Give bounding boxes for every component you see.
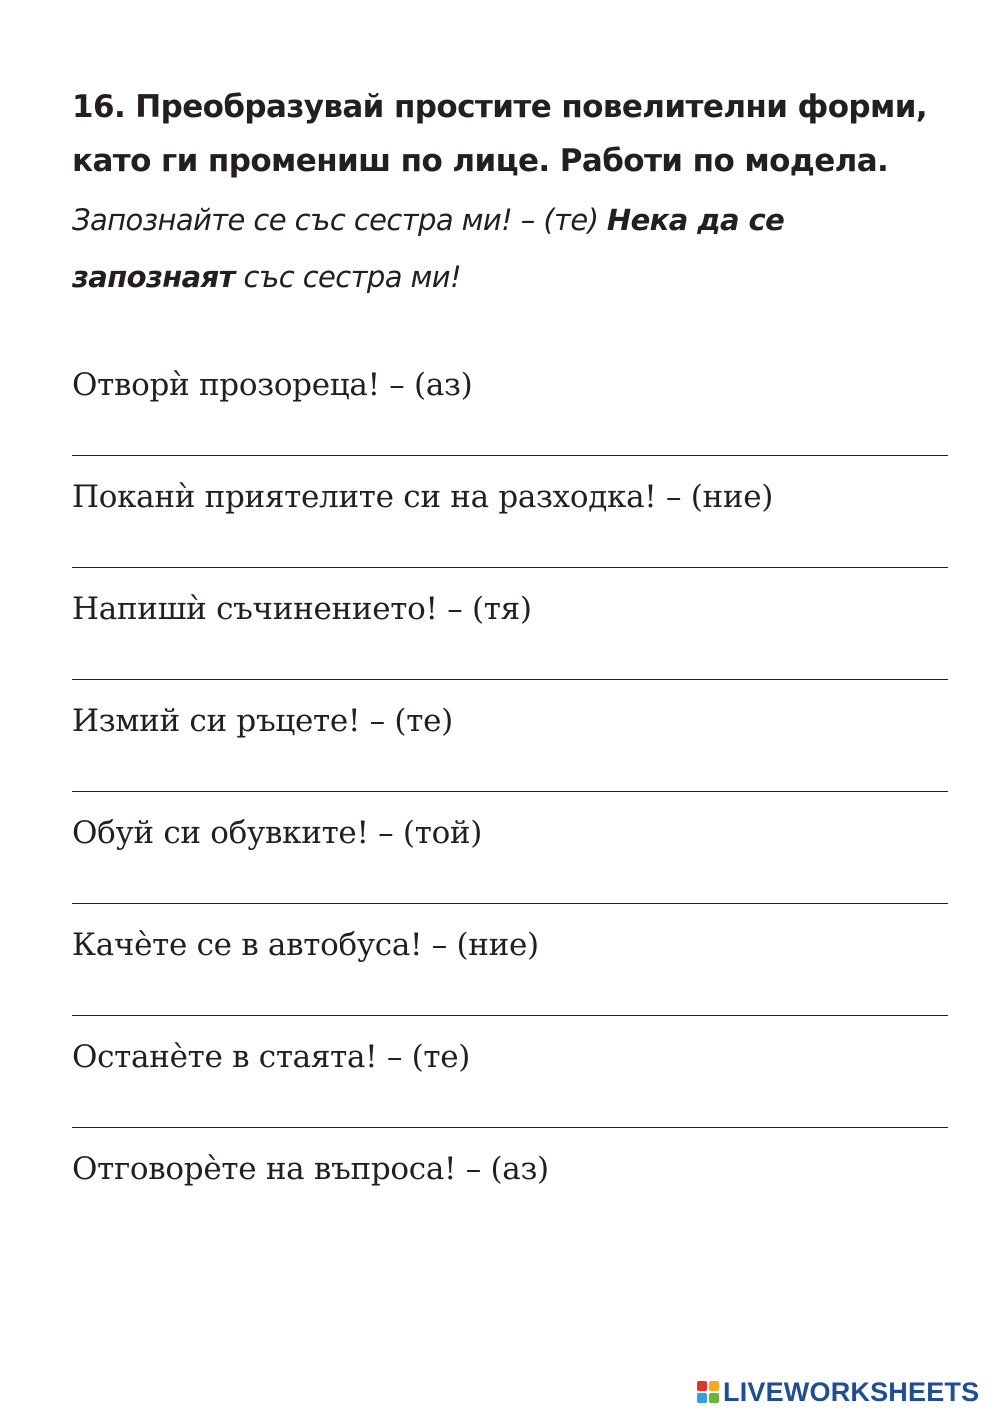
exercise-prompt-4: Измий си ръцете! – (те) xyxy=(72,703,453,739)
logo-square-4 xyxy=(709,1393,719,1403)
task-title-line-1: 16. Преобразувай простите повелителни форми, xyxy=(72,89,928,125)
exercise-prompt-8: Отговорѐте на въпроса! – (аз) xyxy=(72,1151,549,1187)
brand-name: LIVEWORKSHEETS xyxy=(723,1377,980,1407)
logo-square-1 xyxy=(697,1381,707,1391)
answer-line-1[interactable] xyxy=(72,455,948,456)
logo-square-3 xyxy=(697,1393,707,1403)
exercise-prompt-1: Отворѝ прозореца! – (аз) xyxy=(72,367,473,403)
task-title-line-2: като ги промениш по лице. Работи по модела. xyxy=(72,143,889,179)
answer-line-6[interactable] xyxy=(72,1015,948,1016)
exercise-prompt-3: Напишѝ съчинението! – (тя) xyxy=(72,591,532,627)
model-example xyxy=(72,192,952,306)
logo-square-2 xyxy=(709,1381,719,1391)
answer-line-7[interactable] xyxy=(72,1127,948,1128)
answer-line-2[interactable] xyxy=(72,567,948,568)
exercise-prompt-7: Останѐте в стаята! – (те) xyxy=(72,1039,471,1075)
exercise-prompt-6: Качѐте се в автобуса! – (ние) xyxy=(72,927,539,963)
model-example-prompt: Запознайте се със сестра ми! – (те) xyxy=(72,203,607,237)
model-example-answer: Нека да се запознаят xyxy=(72,203,785,294)
liveworksheets-logo-icon xyxy=(697,1381,719,1403)
model-example-suffix: със сестра ми! xyxy=(234,260,462,294)
liveworksheets-brand xyxy=(697,1376,979,1408)
exercise-prompt-2: Поканѝ приятелите си на разходка! – (ние) xyxy=(72,479,774,515)
answer-line-4[interactable] xyxy=(72,791,948,792)
answer-line-3[interactable] xyxy=(72,679,948,680)
answer-line-5[interactable] xyxy=(72,903,948,904)
task-title xyxy=(72,80,952,188)
exercise-prompt-5: Обуй си обувките! – (той) xyxy=(72,815,483,851)
